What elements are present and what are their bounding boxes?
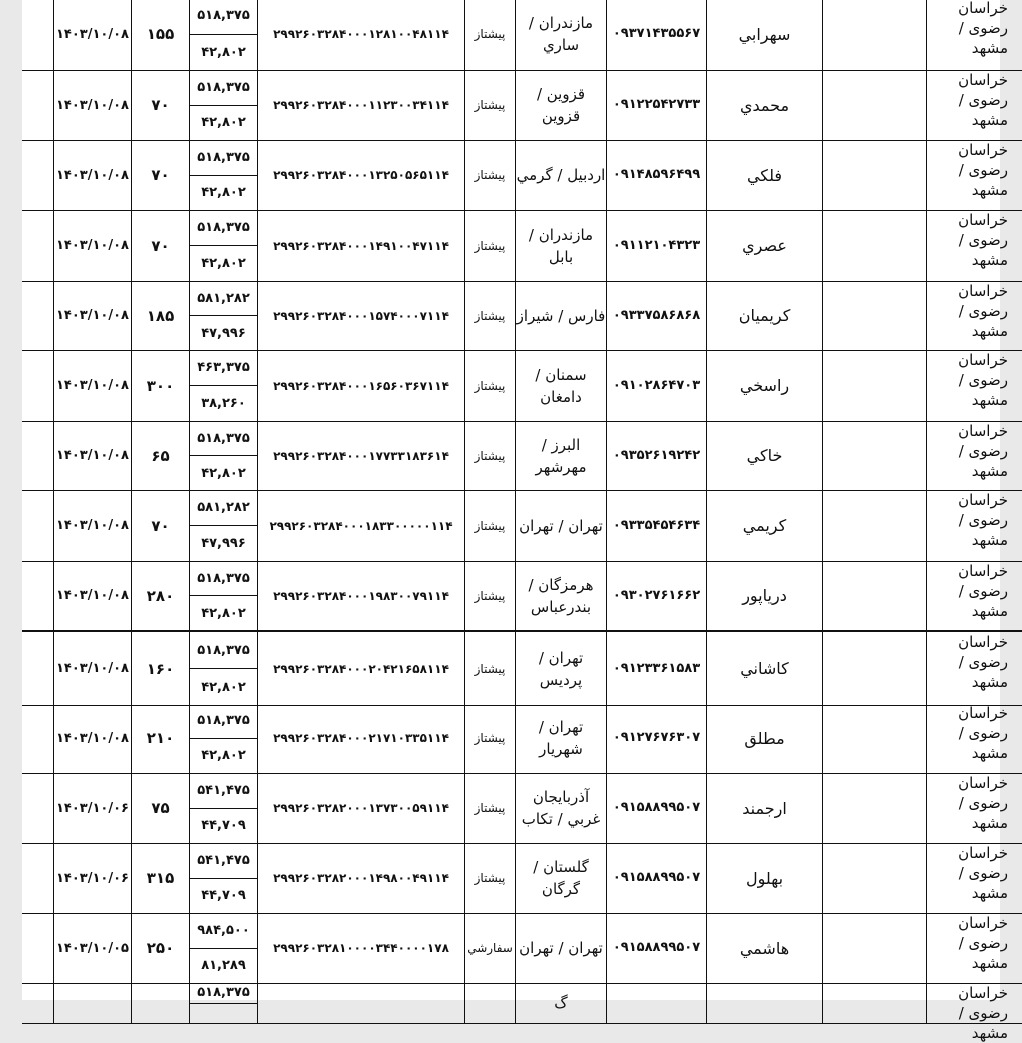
post-type-cell: پیشتاز <box>464 490 515 561</box>
price-value: ۵۴۱,۴۷۵ <box>190 773 257 809</box>
amount-cell <box>189 140 257 210</box>
address-line: مشهد <box>971 531 1008 549</box>
weight-cell: ۷۵ <box>131 773 189 843</box>
table-row <box>22 140 1022 211</box>
origin-address-cell <box>926 632 1008 705</box>
recipient-name-cell: خاكي <box>706 421 822 490</box>
destination-city-cell: تهران / تهران <box>515 913 606 983</box>
destination-city-cell: تهران / پرديس <box>515 632 606 705</box>
origin-address-cell <box>926 281 1008 350</box>
phone-cell: ۰۹۱۵۸۸۹۹۵۰۷ <box>606 843 706 913</box>
tracking-code-cell: ۲۹۹۲۶۰۳۲۸۴۰۰۰۱۳۲۵۰۵۶۵۱۱۴ <box>257 140 464 210</box>
address-line: رضوی / <box>958 794 1008 812</box>
address-line: خراسان <box>958 282 1008 300</box>
tracking-code-cell: ۲۹۹۲۶۰۳۲۸۲۰۰۰۱۴۹۸۰۰۴۹۱۱۴ <box>257 843 464 913</box>
address-line: خراسان <box>958 0 1008 17</box>
recipient-name-cell: فلكي <box>706 140 822 210</box>
address-line: مشهد <box>971 1024 1008 1042</box>
origin-address-cell <box>926 703 1008 773</box>
date-cell: ۱۴۰۳/۱۰/۰۵ <box>53 913 131 983</box>
tax-value: ۴۲,۸۰۲ <box>201 44 246 60</box>
tracking-code-cell: ۲۹۹۲۶۰۳۲۸۴۰۰۰۲۱۷۱۰۳۳۵۱۱۴ <box>257 703 464 773</box>
amount-cell <box>189 350 257 421</box>
origin-address-cell <box>926 913 1008 983</box>
post-type-cell <box>464 983 515 1023</box>
weight-cell: ۳۱۵ <box>131 843 189 913</box>
phone-cell: ۰۹۱۵۸۸۹۹۵۰۷ <box>606 773 706 843</box>
origin-address-cell <box>926 70 1008 140</box>
destination-city-cell: هرمزگان / بندرعباس <box>515 561 606 630</box>
tax-value: ۴۲,۸۰۲ <box>201 185 246 201</box>
tracking-code-cell: ۲۹۹۲۶۰۳۲۸۴۰۰۰۱۵۷۴۰۰۰۷۱۱۴ <box>257 281 464 350</box>
post-type-cell: پیشتاز <box>464 140 515 210</box>
empty-cell <box>822 0 940 70</box>
weight-cell <box>131 983 189 1023</box>
tax-value: ۴۲,۸۰۲ <box>201 748 246 764</box>
price-value: ۵۱۸,۳۷۵ <box>190 632 257 669</box>
table-row <box>22 630 1022 706</box>
destination-city-cell: تهران / شهريار <box>515 703 606 773</box>
table-row <box>22 561 1022 631</box>
destination-city-cell: اردبيل / گرمي <box>515 140 606 210</box>
tracking-code-cell: ۲۹۹۲۶۰۳۲۸۱۰۰۰۰۳۴۴۰۰۰۰۱۷۸ <box>257 913 464 983</box>
empty-cell <box>822 70 940 140</box>
tax-value: ۴۲,۸۰۲ <box>201 256 246 271</box>
tracking-code-cell: ۲۹۹۲۶۰۳۲۸۴۰۰۰۲۰۴۲۱۶۵۸۱۱۴ <box>257 632 464 705</box>
amount-cell <box>189 843 257 913</box>
price-value: ۵۱۸,۳۷۵ <box>190 140 257 176</box>
date-cell: ۱۴۰۳/۱۰/۰۸ <box>53 703 131 773</box>
amount-cell <box>189 983 257 1023</box>
tax-value: ۸۱,۲۸۹ <box>201 958 246 974</box>
weight-cell: ۷۰ <box>131 210 189 281</box>
date-cell: ۱۴۰۳/۱۰/۰۸ <box>53 350 131 421</box>
origin-address-cell <box>926 490 1008 561</box>
date-cell: ۱۴۰۳/۱۰/۰۸ <box>53 0 131 70</box>
phone-cell: ۰۹۱۴۸۵۹۶۴۹۹ <box>606 140 706 210</box>
phone-cell: ۰۹۳۳۵۴۵۴۶۳۴ <box>606 490 706 561</box>
price-value: ۵۱۸,۳۷۵ <box>190 421 257 456</box>
phone-cell: ۰۹۳۷۱۴۳۵۵۶۷ <box>606 0 706 70</box>
phone-cell: ۰۹۱۲۷۶۷۶۳۰۷ <box>606 703 706 773</box>
table-row <box>22 913 1022 984</box>
address-line: مشهد <box>971 673 1008 691</box>
destination-city-cell: مازندران / ساري <box>515 0 606 70</box>
recipient-name-cell: بهلول <box>706 843 822 913</box>
tracking-code-cell: ۲۹۹۲۶۰۳۲۸۴۰۰۰۱۶۵۶۰۳۶۷۱۱۴ <box>257 350 464 421</box>
amount-cell <box>189 281 257 350</box>
weight-cell: ۷۰ <box>131 70 189 140</box>
price-value: ۵۸۱,۲۸۲ <box>190 281 257 316</box>
price-value: ۵۱۸,۳۷۵ <box>190 210 257 246</box>
empty-cell <box>822 913 940 983</box>
origin-address-cell <box>926 350 1008 421</box>
address-line: رضوی / <box>958 1004 1008 1022</box>
recipient-name-cell: محمدي <box>706 70 822 140</box>
recipient-name-cell: سهرابي <box>706 0 822 70</box>
price-value: ۵۱۸,۳۷۵ <box>190 561 257 596</box>
recipient-name-cell: عصري <box>706 210 822 281</box>
address-line: مشهد <box>971 391 1008 409</box>
price-value: ۴۶۳,۳۷۵ <box>190 350 257 386</box>
address-line: مشهد <box>971 181 1008 199</box>
tax-value: ۴۲,۸۰۲ <box>201 605 246 621</box>
table-row <box>22 703 1022 774</box>
tracking-code-cell: ۲۹۹۲۶۰۳۲۸۲۰۰۰۱۳۷۳۰۰۵۹۱۱۴ <box>257 773 464 843</box>
price-value: ۵۸۱,۲۸۲ <box>190 490 257 526</box>
price-value: ۵۱۸,۳۷۵ <box>190 0 257 35</box>
table-row <box>22 983 1022 1042</box>
weight-cell: ۷۰ <box>131 140 189 210</box>
date-cell: ۱۴۰۳/۱۰/۰۶ <box>53 843 131 913</box>
address-line: خراسان <box>958 562 1008 580</box>
phone-cell: ۰۹۳۳۷۵۸۶۸۶۸ <box>606 281 706 350</box>
destination-city-cell: آذربايجان غربي / تكاب <box>515 773 606 843</box>
address-line: خراسان <box>958 844 1008 862</box>
destination-city-cell: تهران / تهران <box>515 490 606 561</box>
address-line: رضوی / <box>958 371 1008 389</box>
phone-cell: ۰۹۱۲۲۵۴۲۷۳۳ <box>606 70 706 140</box>
weight-cell: ۲۱۰ <box>131 703 189 773</box>
destination-city-cell: گ <box>515 983 606 1023</box>
price-value: ۵۱۸,۳۷۵ <box>190 703 257 739</box>
post-type-cell: سفارشي <box>464 913 515 983</box>
address-line: رضوی / <box>958 231 1008 249</box>
date-cell: ۱۴۰۳/۱۰/۰۸ <box>53 632 131 705</box>
recipient-name-cell: كريميان <box>706 281 822 350</box>
address-line: خراسان <box>958 71 1008 89</box>
phone-cell: ۰۹۱۲۳۳۶۱۵۸۳ <box>606 632 706 705</box>
tracking-code-cell: ۲۹۹۲۶۰۳۲۸۴۰۰۰۱۹۸۳۰۰۷۹۱۱۴ <box>257 561 464 630</box>
table-row <box>22 490 1022 562</box>
tracking-code-cell: ۲۹۹۲۶۰۳۲۸۴۰۰۰۱۸۳۳۰۰۰۰۰۱۱۴ <box>257 490 464 561</box>
post-type-cell: پیشتاز <box>464 843 515 913</box>
post-type-cell: پیشتاز <box>464 0 515 70</box>
tax-value: ۴۲,۸۰۲ <box>201 115 246 131</box>
empty-cell <box>822 703 940 773</box>
address-line: خراسان <box>958 774 1008 792</box>
amount-cell <box>189 703 257 773</box>
address-line: مشهد <box>971 322 1008 340</box>
tracking-code-cell: ۲۹۹۲۶۰۳۲۸۴۰۰۰۱۷۷۳۳۱۸۳۶۱۴ <box>257 421 464 490</box>
amount-cell <box>189 421 257 490</box>
origin-address-cell <box>926 843 1008 913</box>
address-line: رضوی / <box>958 442 1008 460</box>
tax-value: ۴۲,۸۰۲ <box>201 679 246 695</box>
date-cell: ۱۴۰۳/۱۰/۰۸ <box>53 210 131 281</box>
post-type-cell: پیشتاز <box>464 632 515 705</box>
recipient-name-cell: هاشمي <box>706 913 822 983</box>
empty-cell <box>822 983 940 1023</box>
weight-cell: ۱۸۵ <box>131 281 189 350</box>
address-line: مشهد <box>971 602 1008 620</box>
post-type-cell: پیشتاز <box>464 421 515 490</box>
address-line: رضوی / <box>958 582 1008 600</box>
date-cell: ۱۴۰۳/۱۰/۰۸ <box>53 70 131 140</box>
recipient-name-cell: درياپور <box>706 561 822 630</box>
date-cell: ۱۴۰۳/۱۰/۰۶ <box>53 773 131 843</box>
origin-address-cell <box>926 0 1008 70</box>
origin-address-cell <box>926 210 1008 281</box>
tracking-code-cell: ۲۹۹۲۶۰۳۲۸۴۰۰۰۱۲۸۱۰۰۴۸۱۱۴ <box>257 0 464 70</box>
address-line: رضوی / <box>958 161 1008 179</box>
price-value: ۵۱۸,۳۷۵ <box>190 70 257 106</box>
address-line: مشهد <box>971 251 1008 269</box>
recipient-name-cell <box>706 983 822 1023</box>
origin-address-cell <box>926 773 1008 843</box>
address-line: مشهد <box>971 111 1008 129</box>
phone-cell: ۰۹۱۰۲۸۶۴۷۰۳ <box>606 350 706 421</box>
destination-city-cell: مازندران / بابل <box>515 210 606 281</box>
table-row <box>22 210 1022 282</box>
table-row <box>22 843 1022 914</box>
table-row <box>22 421 1022 491</box>
weight-cell: ۳۰۰ <box>131 350 189 421</box>
empty-cell <box>822 421 940 490</box>
amount-cell <box>189 490 257 561</box>
origin-address-cell <box>926 561 1008 630</box>
destination-city-cell: البرز / مهرشهر <box>515 421 606 490</box>
address-line: خراسان <box>958 422 1008 440</box>
recipient-name-cell: مطلق <box>706 703 822 773</box>
address-line: مشهد <box>971 884 1008 902</box>
tax-value: ۴۷,۹۹۶ <box>201 536 246 551</box>
recipient-name-cell: راسخي <box>706 350 822 421</box>
recipient-name-cell: كريمي <box>706 490 822 561</box>
price-value: ۹۸۴,۵۰۰ <box>190 913 257 949</box>
post-type-cell: پیشتاز <box>464 350 515 421</box>
empty-cell <box>822 843 940 913</box>
table-row <box>22 773 1022 844</box>
address-line: مشهد <box>971 744 1008 762</box>
address-line: خراسان <box>958 211 1008 229</box>
destination-city-cell: گلستان / گرگان <box>515 843 606 913</box>
address-line: رضوی / <box>958 653 1008 671</box>
weight-cell: ۷۰ <box>131 490 189 561</box>
destination-city-cell: فارس / شيراز <box>515 281 606 350</box>
address-line: خراسان <box>958 351 1008 369</box>
address-line: رضوی / <box>958 19 1008 37</box>
date-cell: ۱۴۰۳/۱۰/۰۸ <box>53 421 131 490</box>
tax-value: ۴۷,۹۹۶ <box>201 325 246 341</box>
tax-value: ۴۲,۸۰۲ <box>201 465 246 481</box>
origin-address-cell <box>926 983 1008 1042</box>
date-cell: ۱۴۰۳/۱۰/۰۸ <box>53 561 131 630</box>
phone-cell: ۰۹۳۰۲۷۶۱۶۶۲ <box>606 561 706 630</box>
tax-value: ۴۴,۷۰۹ <box>201 818 246 834</box>
weight-cell: ۱۶۰ <box>131 632 189 705</box>
date-cell: ۱۴۰۳/۱۰/۰۸ <box>53 140 131 210</box>
address-line: خراسان <box>958 141 1008 159</box>
address-line: خراسان <box>958 633 1008 651</box>
empty-cell <box>822 281 940 350</box>
origin-address-cell <box>926 140 1008 210</box>
table-row <box>22 70 1022 141</box>
tracking-code-cell: ۲۹۹۲۶۰۳۲۸۴۰۰۰۱۱۲۳۰۰۳۴۱۱۴ <box>257 70 464 140</box>
date-cell: ۱۴۰۳/۱۰/۰۸ <box>53 281 131 350</box>
table-row <box>22 281 1022 351</box>
address-line: مشهد <box>971 39 1008 57</box>
weight-cell: ۲۸۰ <box>131 561 189 630</box>
address-line: رضوی / <box>958 91 1008 109</box>
document-page <box>22 0 1008 1042</box>
address-line: رضوی / <box>958 302 1008 320</box>
amount-cell <box>189 70 257 140</box>
post-type-cell: پیشتاز <box>464 281 515 350</box>
tax-value <box>190 1004 257 1024</box>
weight-cell: ۲۵۰ <box>131 913 189 983</box>
phone-cell: ۰۹۱۵۸۸۹۹۵۰۷ <box>606 913 706 983</box>
weight-cell: ۶۵ <box>131 421 189 490</box>
tracking-code-cell <box>257 983 464 1023</box>
phone-cell: ۰۹۱۱۲۱۰۴۳۲۳ <box>606 210 706 281</box>
post-type-cell: پیشتاز <box>464 210 515 281</box>
address-line: رضوی / <box>958 511 1008 529</box>
recipient-name-cell: ارجمند <box>706 773 822 843</box>
address-line: خراسان <box>958 914 1008 932</box>
phone-cell: ۰۹۳۵۲۶۱۹۲۴۲ <box>606 421 706 490</box>
address-line: رضوی / <box>958 864 1008 882</box>
empty-cell <box>822 350 940 421</box>
amount-cell <box>189 773 257 843</box>
post-type-cell: پیشتاز <box>464 773 515 843</box>
address-line: خراسان <box>958 491 1008 509</box>
price-value: ۵۴۱,۴۷۵ <box>190 843 257 879</box>
date-cell: ۱۴۰۳/۱۰/۰۸ <box>53 490 131 561</box>
address-line: خراسان <box>958 704 1008 722</box>
address-line: مشهد <box>971 462 1008 480</box>
tax-value: ۴۴,۷۰۹ <box>201 888 246 904</box>
post-type-cell: پیشتاز <box>464 70 515 140</box>
empty-cell <box>822 210 940 281</box>
tax-value: ۳۸,۲۶۰ <box>201 396 246 411</box>
amount-cell <box>189 0 257 70</box>
empty-cell <box>822 140 940 210</box>
destination-city-cell: قزوين / قزوين <box>515 70 606 140</box>
price-value: ۵۱۸,۳۷۵ <box>190 983 257 1004</box>
address-line: مشهد <box>971 814 1008 832</box>
origin-address-cell <box>926 421 1008 490</box>
address-line: رضوی / <box>958 934 1008 952</box>
destination-city-cell: سمنان / دامغان <box>515 350 606 421</box>
amount-cell <box>189 210 257 281</box>
post-type-cell: پیشتاز <box>464 703 515 773</box>
amount-cell <box>189 561 257 630</box>
phone-cell <box>606 983 706 1023</box>
post-type-cell: پیشتاز <box>464 561 515 630</box>
amount-cell <box>189 913 257 983</box>
date-cell <box>53 983 131 1023</box>
tracking-code-cell: ۲۹۹۲۶۰۳۲۸۴۰۰۰۱۴۹۱۰۰۴۷۱۱۴ <box>257 210 464 281</box>
address-line: خراسان <box>958 984 1008 1002</box>
recipient-name-cell: كاشاني <box>706 632 822 705</box>
empty-cell <box>822 773 940 843</box>
weight-cell: ۱۵۵ <box>131 0 189 70</box>
table-row <box>22 0 1022 71</box>
empty-cell <box>822 561 940 630</box>
table-row <box>22 350 1022 422</box>
address-line: رضوی / <box>958 724 1008 742</box>
empty-cell <box>822 632 940 705</box>
address-line: مشهد <box>971 954 1008 972</box>
empty-cell <box>822 490 940 561</box>
amount-cell <box>189 632 257 705</box>
